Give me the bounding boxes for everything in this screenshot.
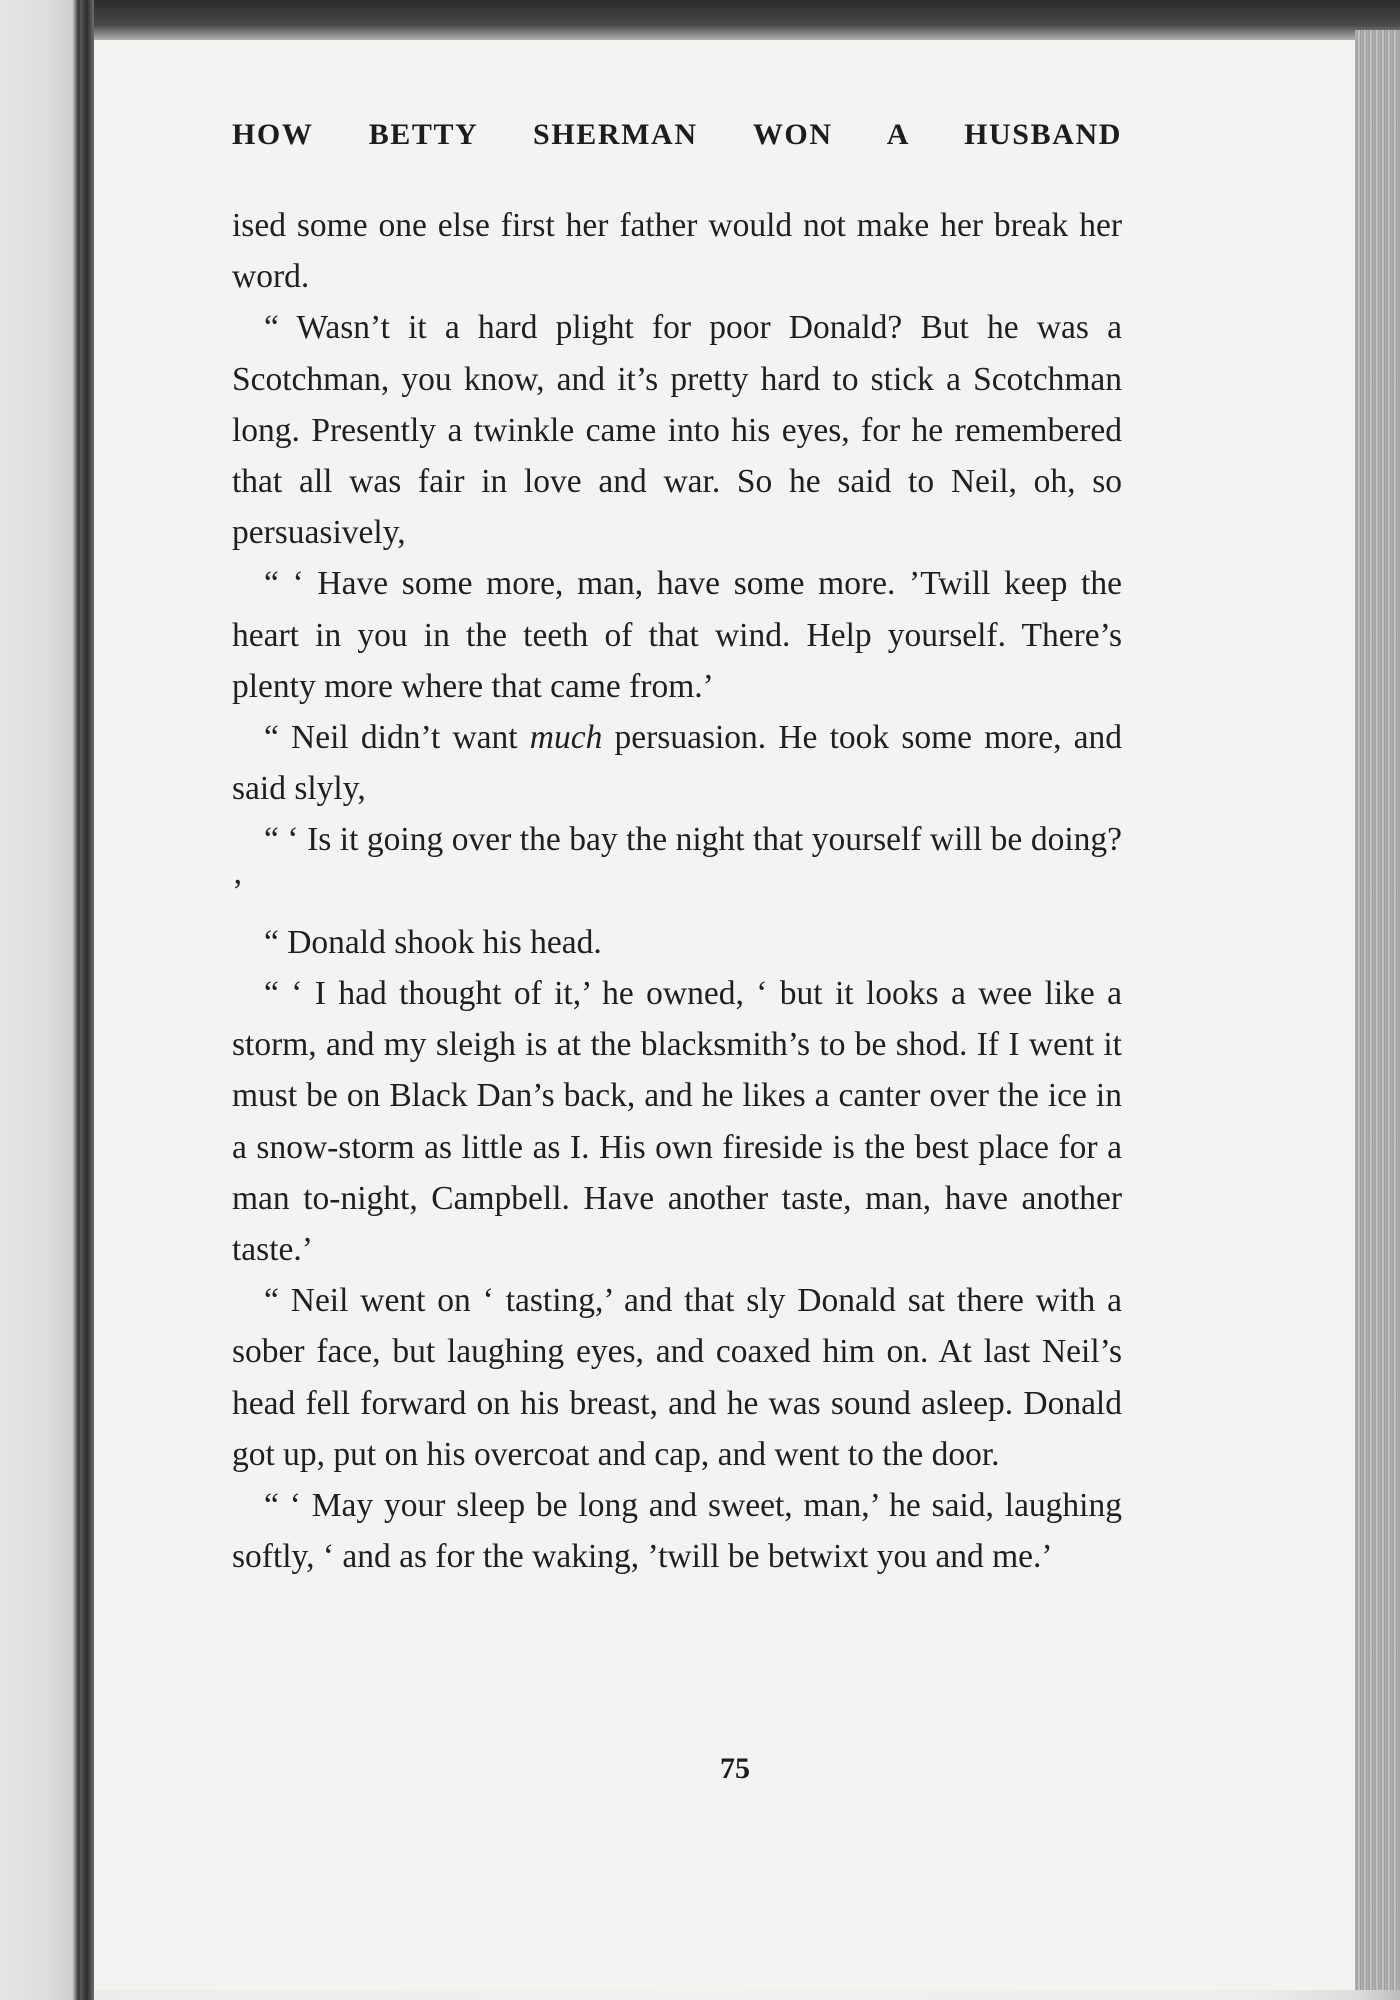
text-run: “ Neil went on ‘ tasting,’ and that sly Donald sat there with a sober face, but laughing eyes, and coaxed him on. At last Neil’s head fell forward on his breast, and he was sound asleep. Donald got up, put on his overcoat and cap, and went to the door. <box>232 1282 1122 1473</box>
paragraph <box>232 712 1122 814</box>
body-text <box>232 200 1122 1582</box>
text-run: “ Neil didn’t want <box>264 719 530 757</box>
paragraph <box>232 1480 1122 1582</box>
paragraph <box>232 1275 1122 1480</box>
text-run: “ ‘ May your sleep be long and sweet, man,’ he said, laughing softly, ‘ and as for the waking, ’twill be betwixt you and me.’ <box>232 1487 1122 1576</box>
text-run: “ ‘ I had thought of it,’ he owned, ‘ but it looks a wee like a storm, and my sleigh is at the blacksmith’s to be shod. If I went it must be on Black Dan’s back, and he likes a canter over the ice in a snow-storm as little as I. His own fireside is the best place for a man to-night, Campbell. Have another taste, man, have another taste.’ <box>232 975 1122 1269</box>
top-shadow <box>94 0 1400 42</box>
running-head: HOW BETTY SHERMAN WON A HUSBAND <box>232 118 1122 151</box>
paragraph <box>232 814 1122 916</box>
paragraph <box>232 917 1122 968</box>
right-page-edges <box>1355 30 1400 1990</box>
text-run: persuasion. He took some more, and said slyly, <box>232 719 1122 808</box>
text-run: “ ‘ Is it going over the bay the night that yourself will be doing? ’ <box>232 821 1122 910</box>
paragraph <box>232 200 1122 302</box>
paragraph <box>232 302 1122 558</box>
left-page-edge <box>0 0 85 2000</box>
paragraph <box>232 968 1122 1275</box>
text-run: “ ‘ Have some more, man, have some more. ’Twill keep the heart in you in the teeth of that wind. Help yourself. There’s plenty more where that came from.’ <box>232 565 1122 705</box>
text-run: “ Wasn’t it a hard plight for poor Donald? But he was a Scotchman, you know, and it’s pretty hard to stick a Scotchman long. Presently a twinkle came into his eyes, for he remembered that all was fair in love and war. So he said to Neil, oh, so persuasively, <box>232 309 1122 552</box>
italic-text: much <box>529 719 603 757</box>
paragraph <box>232 558 1122 712</box>
text-run: ised some one else first her father would not make her break her word. <box>232 207 1122 296</box>
book-gutter <box>80 0 94 2000</box>
text-run: “ Donald shook his head. <box>264 923 602 961</box>
page-number: 75 <box>720 1752 750 1785</box>
